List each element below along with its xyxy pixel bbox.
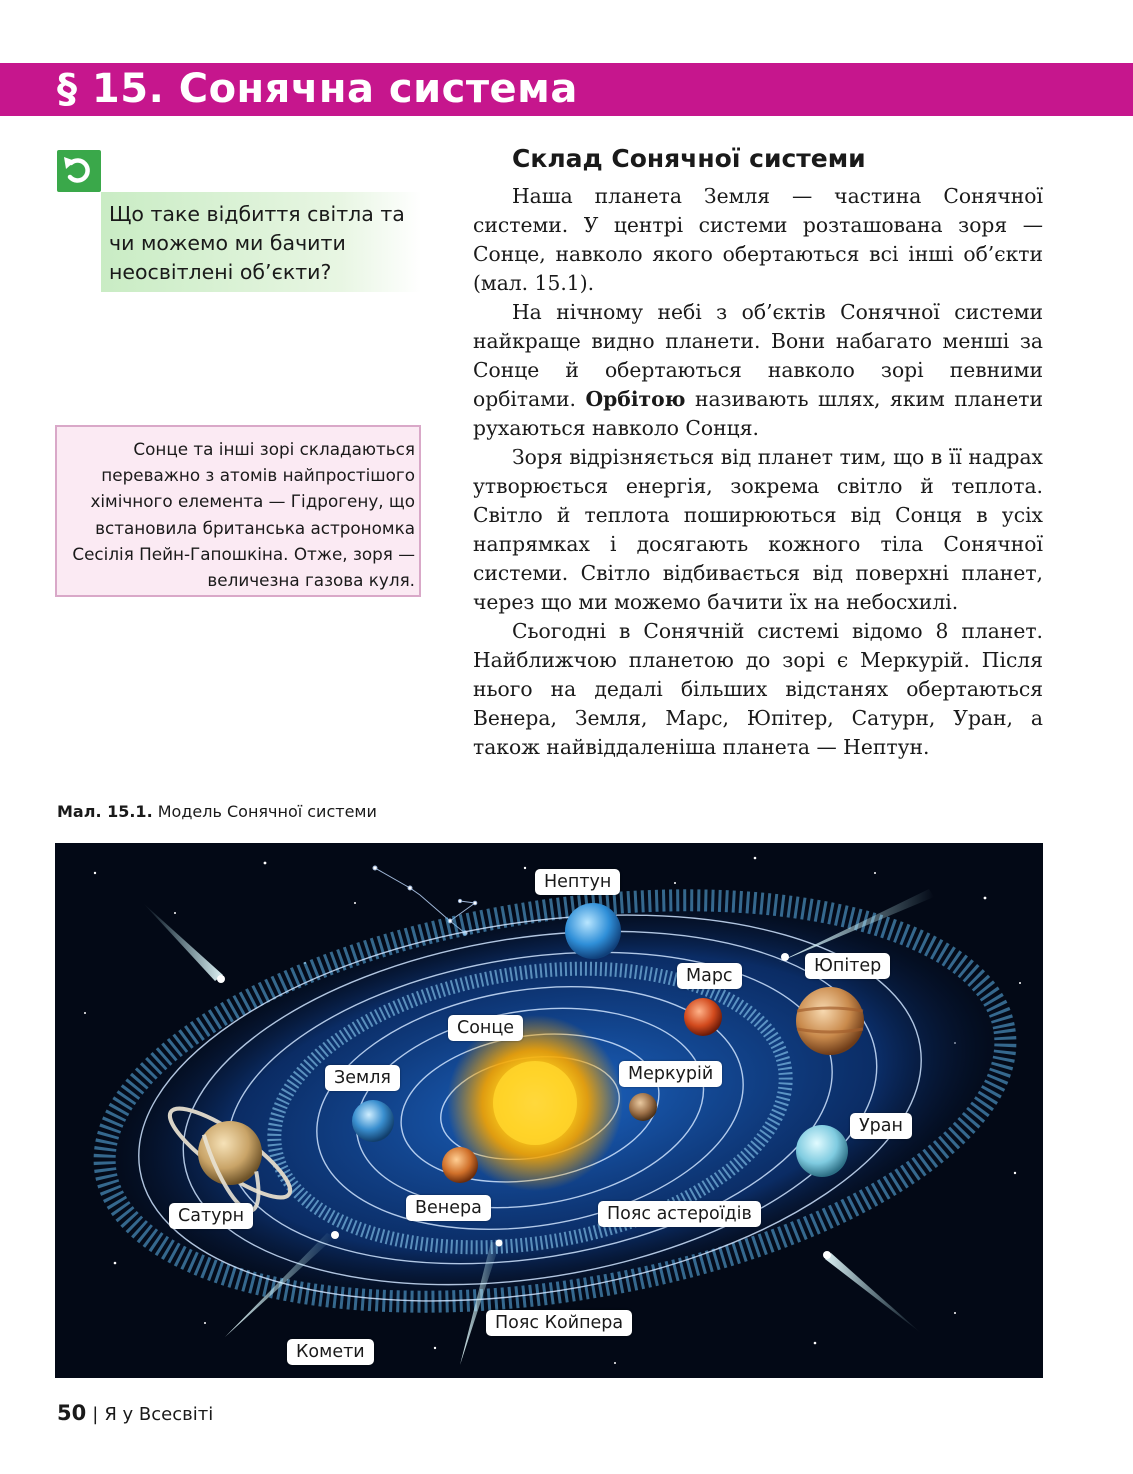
figure-caption-number: Мал. 15.1. [57, 802, 153, 821]
label-sun: Сонце [448, 1015, 523, 1041]
paragraph-3: Зоря відрізняється від планет тим, що в її надрах утворюється енергія, зокрема світло й теплота. Світло й теплота поширюються від Сонця в усіх напрямках і досягають кожного тіла Сонячної системи. Світло відбивається від поверхні планет, через що ми можемо бачити їх на небосхилі. [473, 445, 1043, 614]
paragraph-2-start: На нічному небі з об’єктів Сонячної системи найкраще видно планети. Вони набагато менші за Сонце й обертаються навколо зорі певними орбітами. [473, 300, 1043, 411]
label-asteroid-belt: Пояс астероїдів [598, 1201, 761, 1227]
paragraph-2-end: називають шлях, яким планети рухаються навколо Сонця. [473, 387, 1043, 440]
solar-system-illustration [55, 843, 1043, 1378]
fact-box [55, 425, 421, 597]
label-kuiper-belt: Пояс Койпера [486, 1310, 632, 1336]
label-venus: Венера [406, 1195, 491, 1221]
figure-caption-text: Модель Сонячної системи [157, 802, 377, 821]
label-jupiter: Юпітер [805, 953, 890, 979]
label-saturn: Сатурн [169, 1203, 253, 1229]
recall-question-box [101, 192, 421, 292]
recall-question: Що таке відбиття світла та чи можемо ми бачити неосвітлені об’єкти? [109, 202, 405, 284]
figure-caption [57, 802, 377, 821]
paragraph-2 [473, 298, 1043, 443]
footer-separator: | [92, 1404, 99, 1425]
label-uranus: Уран [850, 1113, 912, 1139]
paragraph-4: Сьогодні в Сонячній системі відомо 8 планет. Найближчою планетою до зорі є Меркурій. Після нього на дедалі більших відстанях обертаються Венера, Земля, Марс, Юпітер, Сатурн, Уран, а також найвіддаленіша планета — Нептун. [473, 619, 1043, 759]
label-mars: Марс [677, 963, 742, 989]
neptune-planet [565, 903, 621, 959]
section-body [473, 182, 1043, 762]
page-footer [57, 1401, 213, 1425]
section-heading: Склад Сонячної системи [512, 144, 866, 173]
solar-system-scene [55, 843, 1043, 1378]
paragraph-1: Наша планета Земля — частина Сонячної системи. У центрі системи розташована зоря — Сонце, навколо якого обертаються всі інші об’єкти (мал. 15.1). [473, 184, 1043, 295]
label-earth: Земля [325, 1065, 400, 1091]
label-neptune: Нептун [535, 869, 620, 895]
label-mercury: Меркурій [619, 1061, 722, 1087]
chapter-header-bar [0, 63, 1133, 116]
recall-arrow-icon [57, 150, 101, 192]
mars-planet [684, 998, 722, 1036]
venus-planet [442, 1147, 478, 1183]
mercury-planet [629, 1093, 657, 1121]
page-number: 50 [57, 1401, 87, 1425]
earth-planet [352, 1100, 394, 1142]
fact-text: Сонце та інші зорі складаються переважно з атомів найпростішого хімічного елемента — Гідрогену, що встановила британська астрономка Сесілія Пейн-Гапошкіна. Отже, зоря — величезна газова куля. [72, 439, 415, 591]
term-orbit: Орбітою [585, 387, 686, 411]
label-comets: Комети [287, 1339, 374, 1365]
chapter-title: § 15. Сонячна система [57, 66, 578, 112]
uranus-planet [796, 1125, 848, 1177]
jupiter-planet [796, 987, 864, 1055]
book-section-title: Я у Всесвіті [104, 1404, 214, 1425]
